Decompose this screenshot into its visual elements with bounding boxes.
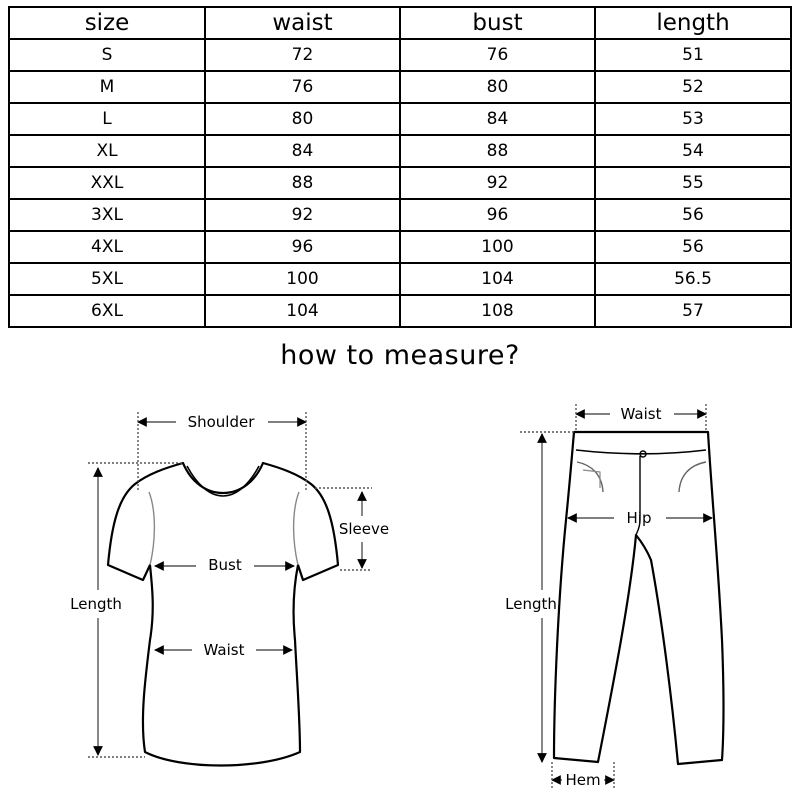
size-cell-waist: 72 — [205, 39, 400, 71]
pants-right-pocket — [679, 462, 706, 492]
size-cell-bust: 96 — [400, 199, 595, 231]
pants-outline — [554, 432, 724, 764]
tshirt-right-sleeve-seam — [294, 492, 299, 565]
label-sleeve: Sleeve — [338, 520, 390, 538]
size-cell-size: S — [9, 39, 205, 71]
size-cell-waist: 80 — [205, 103, 400, 135]
size-cell-size: M — [9, 71, 205, 103]
size-cell-size: L — [9, 103, 205, 135]
header-size: size — [9, 7, 205, 39]
tshirt-measure-lines — [88, 412, 372, 757]
size-cell-bust: 92 — [400, 167, 595, 199]
tshirt-illustration — [108, 463, 338, 766]
label-hem: Hem — [565, 771, 601, 789]
label-bust: Bust — [208, 556, 242, 574]
size-cell-waist: 88 — [205, 167, 400, 199]
tshirt-outline — [108, 463, 338, 766]
header-length: length — [595, 7, 791, 39]
size-cell-bust: 100 — [400, 231, 595, 263]
size-cell-bust: 76 — [400, 39, 595, 71]
tshirt-left-sleeve-seam — [149, 492, 154, 565]
pants-left-pocket — [577, 462, 603, 492]
size-cell-size: 3XL — [9, 199, 205, 231]
size-cell-length: 57 — [595, 295, 791, 327]
label-shoulder: Shoulder — [187, 413, 255, 431]
pants-illustration — [554, 432, 724, 764]
size-cell-length: 52 — [595, 71, 791, 103]
size-cell-length: 56 — [595, 231, 791, 263]
size-cell-size: XXL — [9, 167, 205, 199]
size-cell-length: 55 — [595, 167, 791, 199]
size-cell-length: 56.5 — [595, 263, 791, 295]
size-cell-waist: 100 — [205, 263, 400, 295]
size-cell-waist: 104 — [205, 295, 400, 327]
size-cell-bust: 88 — [400, 135, 595, 167]
tshirt-collar — [187, 466, 259, 496]
size-cell-length: 51 — [595, 39, 791, 71]
header-waist: waist — [205, 7, 400, 39]
header-bust: bust — [400, 7, 595, 39]
size-cell-bust: 108 — [400, 295, 595, 327]
size-cell-bust: 84 — [400, 103, 595, 135]
size-cell-size: 4XL — [9, 231, 205, 263]
size-cell-size: 6XL — [9, 295, 205, 327]
size-cell-size: 5XL — [9, 263, 205, 295]
label-waist-shirt: Waist — [203, 641, 245, 659]
size-cell-waist: 96 — [205, 231, 400, 263]
pants-coin-pocket — [583, 470, 600, 488]
size-cell-waist: 92 — [205, 199, 400, 231]
size-cell-length: 53 — [595, 103, 791, 135]
label-length-shirt: Length — [70, 595, 122, 613]
label-hip: Hip — [626, 509, 652, 527]
size-cell-bust: 104 — [400, 263, 595, 295]
size-cell-length: 56 — [595, 199, 791, 231]
how-to-measure-title: how to measure? — [280, 340, 520, 371]
size-cell-waist: 76 — [205, 71, 400, 103]
label-length-pants: Length — [505, 595, 557, 613]
size-cell-waist: 84 — [205, 135, 400, 167]
size-cell-length: 54 — [595, 135, 791, 167]
size-cell-size: XL — [9, 135, 205, 167]
label-waist-pants: Waist — [620, 405, 662, 423]
size-cell-bust: 80 — [400, 71, 595, 103]
